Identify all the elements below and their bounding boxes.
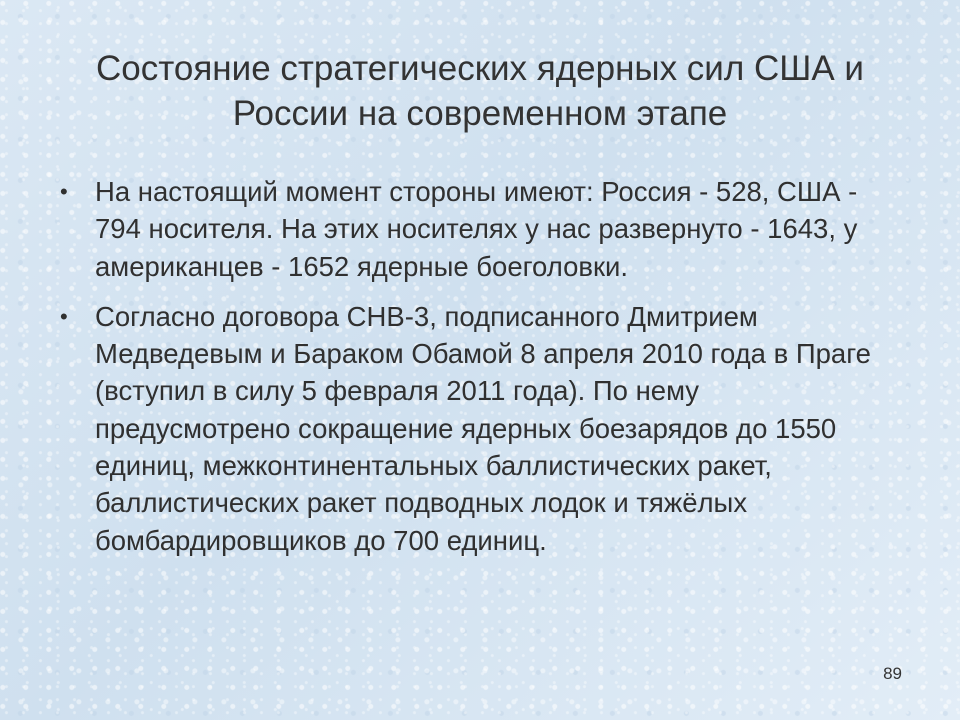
slide-title: Состояние стратегических ядерных сил США и России на современном этапе	[96, 49, 864, 133]
bullet-item-2	[60, 298, 890, 559]
bullet-icon: •	[60, 179, 68, 204]
bullet-text-2: Согласно договора СНВ-3, подписанного Дмитрием Медведевым и Бараком Обамой 8 апреля 2010 года в Праге (вступил в силу 5 февраля 2011 года). По нему предусмотрено сокращение ядерных боезарядов до 1550 единиц, межконтинентальных баллистических ракет, баллистических ракет подводных лодок и тяжёлых бомбардировщиков до 700 единиц.	[95, 300, 871, 556]
bullet-list	[60, 173, 890, 572]
bullet-text-1: На настоящий момент стороны имеют: Россия - 528, США - 794 носителя. На этих носителях у нас развернуто - 1643, у американцев - 1652 ядерные боеголовки.	[95, 176, 858, 282]
bullet-item-1	[60, 173, 890, 285]
slide-number: 89	[883, 664, 902, 683]
bullet-icon: •	[60, 303, 68, 329]
